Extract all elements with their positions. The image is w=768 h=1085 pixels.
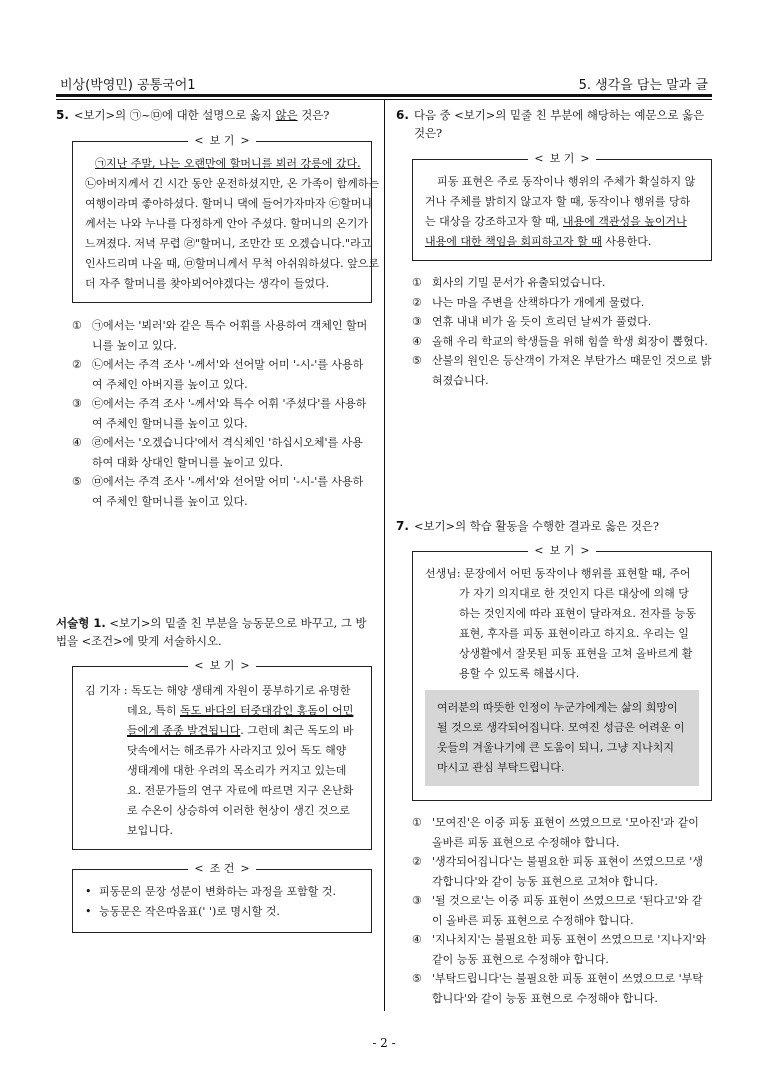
condition-item: • 능동문은 작은따옴표(' ')로 명시할 것. [85,902,359,922]
question-5 [56,106,379,511]
option-number: ③ [412,315,422,328]
answer-option[interactable] [412,969,712,1008]
option-number: ② [412,295,422,309]
option-list [412,813,712,1008]
condition-title: < 조 건 > [73,861,371,877]
answer-option[interactable] [412,273,712,293]
question-stem: 6. 다음 중 <보기>의 밑줄 친 부분에 해당하는 예문으로 옳은 것은? [396,108,705,140]
question-number: 6. [396,108,409,122]
header-rule-thick [56,94,712,97]
essay-question-1 [56,614,372,933]
answer-option[interactable] [412,312,712,332]
bogi-line: 느껴졌다. 저녁 무렵 ㉣"할머니, 조만간 또 오겠습니다."라고 [85,237,372,250]
option-text: 회사의 기밀 문서가 유출되었습니다. [432,276,606,289]
bogi-box [72,134,379,303]
column-divider [384,100,385,1011]
question-stem: 서술형 1. <보기>의 밑줄 친 부분을 능동문으로 바꾸고, 그 방법을 <조건>에 맞게 서술하시오. [56,616,367,648]
answer-option[interactable] [72,433,372,472]
teacher-instruction: 선생님: 문장에서 어떤 동작이나 행위를 표현할 때, 주어가 자기 의지대로 한 것인지 다른 대상에 의해 당하는 것인지에 따라 표현이 달라져요. 전자를 능동 표현, 후자를 피동 표현이라고 하지요. 우리는 일상생활에서 잘못된 피동 표현을 고쳐 올바르게 활용할 수 있도록 해봅시다. [425,567,696,680]
bogi-line: ㉡아버지께서 긴 시간 동안 운전하셨지만, 온 가족이 함께하는 [85,177,379,190]
option-list [72,316,372,511]
option-text: '생각되어집니다'는 불필요한 피동 표현이 쓰였으므로 '생각합니다'와 같이 능동 표현으로 고쳐야 합니다. [432,855,703,888]
option-number: ① [412,816,422,829]
unit-title: 5. 생각을 담는 말과 글 [578,78,708,93]
bogi-passage [85,154,379,294]
option-text: 올해 우리 학교의 학생들을 위해 힘쓸 학생 회장이 뽑혔다. [432,334,708,348]
answer-option[interactable] [412,332,712,352]
answer-option[interactable] [412,293,712,313]
answer-option[interactable] [72,355,372,394]
option-text: ㉡에서는 주격 조사 '-께서'와 선어말 어미 '-시-'를 사용하여 주체인 아버지를 높이고 있다. [92,358,364,391]
bogi-title: < 보 기 > [413,543,711,559]
option-text: 산불의 원인은 등산객이 가져온 부탄가스 때문인 것으로 밝혀졌습니다. [432,354,712,387]
answer-option[interactable] [412,813,712,852]
option-number: ④ [72,436,82,449]
option-text: 나는 마을 주변을 산책하다가 개에게 물렸다. [432,295,645,309]
option-number: ① [72,319,82,332]
question-stem: 5. <보기>의 ㉠~㉤에 대한 설명으로 옳지 않은 것은? [56,108,330,122]
question-stem: 7. <보기>의 학습 활동을 수행한 결과로 옳은 것은? [396,519,659,533]
page-number: - 2 - [372,1036,396,1050]
condition-box [72,862,372,933]
answer-option[interactable] [412,891,712,930]
bogi-line: 인사드리며 나올 때, ㉤할머니께서 무척 아쉬워하셨다. 앞으로 [85,257,379,270]
option-text: '모여진'은 이중 피동 표현이 쓰였으므로 '모아진'과 같이 올바른 피동 표현으로 수정해야 합니다. [432,816,699,849]
answer-option[interactable] [72,394,372,433]
option-list [412,273,712,390]
option-number: ③ [72,397,82,410]
bogi-line: 여행이라며 좋아하셨다. 할머니 댁에 들어가자마자 ㉢할머니 [85,197,373,210]
option-text: ㉣에서는 '오겠습니다'에서 격식체인 '하십시오체'를 사용하여 대화 상대인 할머니를 높이고 있다. [92,436,363,469]
answer-option[interactable] [72,472,372,511]
option-text: ㉢에서는 주격 조사 '-께서'와 특수 어휘 '주셨다'를 사용하여 주체인 할머니를 높이고 있다. [92,397,367,430]
option-number: ④ [412,933,422,946]
option-number: ⑤ [72,475,82,488]
bogi-box [412,544,712,801]
answer-option[interactable] [412,930,712,969]
answer-option[interactable] [412,351,712,390]
bogi-line: 더 자주 할머니를 찾아뵈어야겠다는 생각이 들었다. [85,277,330,290]
option-text: ㉠에서는 '뵈러'와 같은 특수 어휘를 사용하여 객체인 할머니를 높이고 있다. [92,319,368,352]
bogi-title: < 보 기 > [413,151,711,167]
page-header [56,74,712,94]
option-number: ① [412,276,422,289]
option-number: ⑤ [412,972,422,985]
option-number: ② [412,855,422,868]
bogi-line: 께서는 나와 누나를 다정하게 안아 주셨다. 할머니의 온기가 [85,217,368,230]
option-text: '될 것으로'는 이중 피동 표현이 쓰였으므로 '된다고'와 같이 올바른 피동 표현으로 수정해야 합니다. [432,894,703,927]
question-number: 7. [396,519,409,533]
textbook-title: 비상(박영민) 공통국어1 [60,78,196,93]
condition-list [85,882,359,922]
question-7 [396,517,712,1008]
option-text: 연휴 내내 비가 올 듯이 흐리던 날씨가 풀렸다. [432,315,652,328]
answer-option[interactable] [72,316,372,355]
bogi-line: ㉠지난 주말, 나는 오랜만에 할머니를 뵈러 강릉에 갔다. [95,157,361,170]
bogi-passage: 피동 표현은 주로 동작이나 행위의 주체가 확실하지 않거나 주체를 밝히지 않고자 할 때, 동작이나 행위를 당하는 대상을 강조하고자 할 때, 내용에 객관성을 높이거나 내용에 대한 책임을 회피하고자 할 때 사용한다. [425,175,696,248]
question-number: 5. [56,108,69,122]
answer-option[interactable] [412,852,712,891]
option-number: ③ [412,894,422,907]
option-text: ㉤에서는 주격 조사 '-께서'와 선어말 어미 '-시-'를 사용하여 주체인 할머니를 높이고 있다. [92,475,364,508]
option-number: ④ [412,334,422,348]
bogi-passage: 김 기자 : 독도는 해양 생태계 자원이 풍부하기로 유명한데요, 특히 독도 바다의 터줏대감인 홍돔이 어민들에게 종종 발견됩니다. 그런데 최근 독도의 바닷속에서는 해조류가 사라지고 있어 독도 해양 생태계에 대한 우려의 목소리가 커지고 있는데요. 전문가들의 연구 자료에 따르면 지구 온난화로 수온이 상승하여 이러한 현상이 생긴 것으로 보입니다. [85,684,354,837]
question-6 [396,106,712,390]
option-number: ⑤ [412,354,422,367]
bogi-box [412,152,712,261]
condition-item: • 피동문의 문장 성분이 변화하는 과정을 포함할 것. [85,882,359,902]
option-text: '부탁드립니다'는 불필요한 피동 표현이 쓰였으므로 '부탁합니다'와 같이 능동 표현으로 수정해야 합니다. [432,972,703,1005]
bogi-box [72,659,372,850]
option-text: '지나치지'는 불필요한 피동 표현이 쓰였으므로 '지나지'와 같이 능동 표현으로 수정해야 합니다. [432,933,706,966]
option-number: ② [72,358,82,371]
example-passage: 여러분의 따뜻한 인정이 누군가에게는 삶의 희망이 될 것으로 생각되어집니다. 모여진 성금은 어려운 이웃들의 겨울나기에 큰 도움이 되니, 그냥 지나치지 마시고 관심 부탁드립니다. [425,690,699,786]
bogi-title: < 보 기 > [73,133,371,149]
bogi-title: < 보 기 > [73,658,371,674]
question-number: 서술형 1. [56,616,106,630]
